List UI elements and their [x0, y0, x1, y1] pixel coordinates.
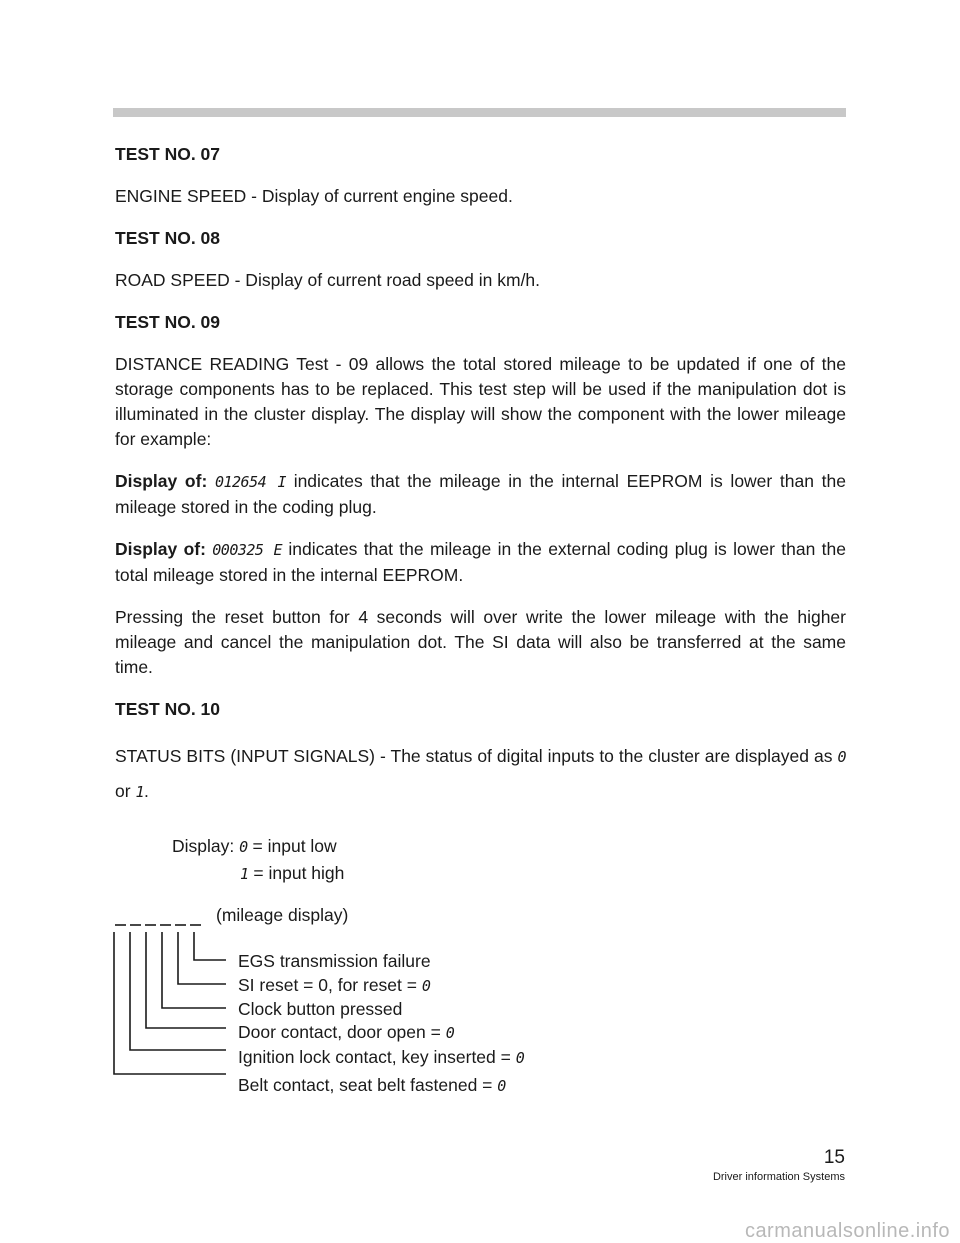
test-07-text: ENGINE SPEED - Display of current engine speed.	[115, 186, 513, 206]
low-text: = input low	[252, 836, 337, 856]
test-08-heading: TEST NO. 08	[115, 228, 221, 248]
watermark: carmanualsonline.info	[744, 1220, 950, 1242]
bit-door-contact	[238, 1021, 454, 1044]
bit-si-reset-text: SI reset = 0, for reset =	[238, 975, 417, 995]
display-example-1-text: indicates that the mileage in the internal EEPROM is lower than the mileage stored in the coding plug.	[115, 471, 846, 517]
leader-line-egs	[194, 932, 226, 960]
bit-belt-value: 0	[497, 1077, 506, 1095]
display-example-2-lead: Display of:	[115, 539, 206, 559]
bit-ignition-lock	[238, 1046, 524, 1069]
bit-belt-text: Belt contact, seat belt fastened =	[238, 1075, 493, 1095]
low-value: 0	[239, 838, 248, 856]
status-value-1: 1	[135, 783, 144, 801]
bit-clock-text: Clock button pressed	[238, 999, 403, 1019]
bit-ignition-value: 0	[515, 1049, 525, 1067]
high-text: = input high	[253, 863, 345, 883]
test-09-heading: TEST NO. 09	[115, 312, 221, 332]
bit-egs-failure	[238, 950, 431, 972]
mileage-display-label: (mileage display)	[216, 905, 349, 925]
bit-si-reset-value: 0	[421, 977, 431, 995]
display-example-1-value: 012654 I	[214, 473, 287, 491]
display-label: Display:	[172, 836, 235, 856]
leader-line-si-reset	[178, 932, 226, 984]
footer-section-title: Driver information Systems	[712, 1171, 845, 1183]
bit-door-text: Door contact, door open =	[238, 1022, 441, 1042]
bit-egs-text: EGS transmission failure	[238, 951, 431, 971]
high-value: 1	[240, 865, 249, 883]
leader-line-door	[146, 932, 226, 1028]
test-10-description: STATUS BITS (INPUT SIGNALS) - The status of digital inputs to the cluster are displayed as	[115, 746, 833, 766]
status-period: .	[143, 781, 149, 801]
display-example-1-lead: Display of:	[115, 471, 208, 491]
test-08-text: ROAD SPEED - Display of current road speed in km/h.	[115, 270, 541, 290]
display-example-2-value: 000325 E	[212, 541, 283, 559]
test-07-heading: TEST NO. 07	[115, 144, 221, 164]
bit-si-reset	[238, 974, 430, 997]
bit-ignition-text: Ignition lock contact, key inserted =	[238, 1047, 511, 1067]
status-value-0: 0	[837, 748, 846, 766]
page-number: 15	[823, 1147, 845, 1168]
bit-clock-button	[238, 998, 402, 1020]
bit-door-value: 0	[445, 1024, 455, 1042]
test-10-heading: TEST NO. 10	[115, 699, 221, 719]
bit-belt-contact	[238, 1074, 506, 1097]
status-or: or	[115, 781, 131, 801]
reset-instructions: Pressing the reset button for 4 seconds will over write the lower mileage with the higher mileage and cancel the manipulation dot. The SI data will also be transferred at the same time.	[115, 607, 846, 677]
display-example-2-text: indicates that the mileage in the external coding plug is lower than the total mileage stored in the internal EEPROM.	[115, 539, 846, 585]
test-09-text: DISTANCE READING Test - 09 allows the total stored mileage to be updated if one of the storage components has to be replaced. This test step will be used if the manipulation dot is illuminated in the cluster display. The display will show the component with the lower mileage for example:	[115, 354, 846, 449]
